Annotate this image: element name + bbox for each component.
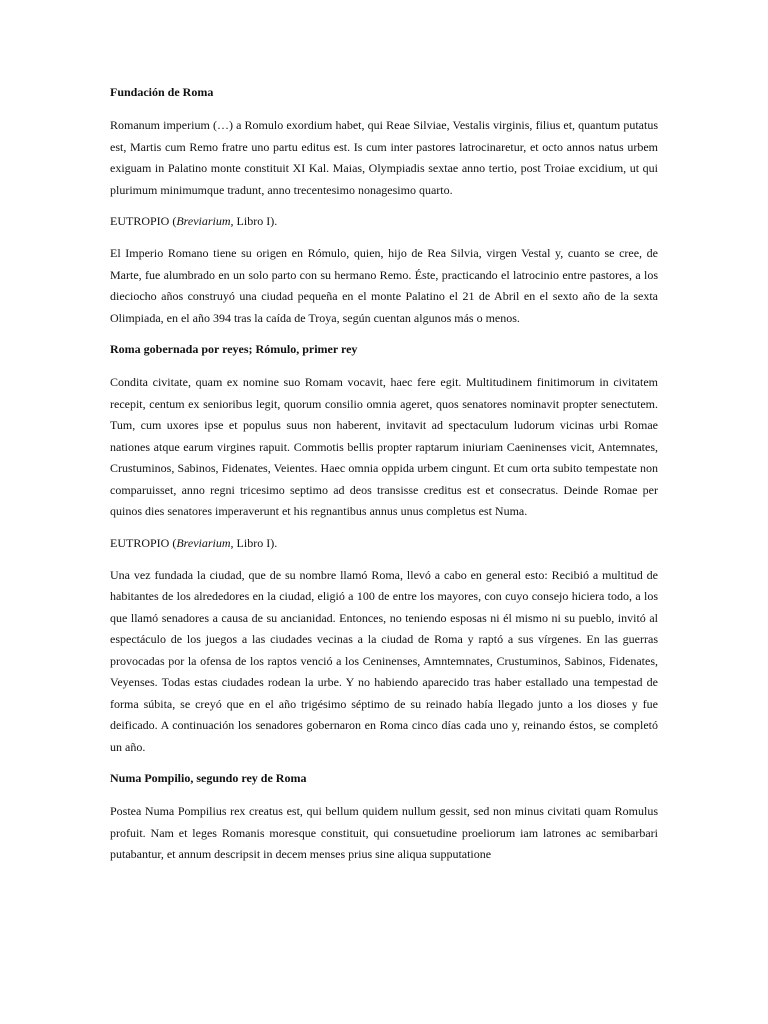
citation-author: EUTROPIO ( bbox=[110, 535, 177, 550]
document-page bbox=[110, 82, 658, 866]
citation-author: EUTROPIO ( bbox=[110, 214, 177, 228]
latin-text-romulo: Condita civitate, quam ex nomine suo Romam vocavit, haec fere egit. Multitudinem finitimorum in civitatem recepit, centum ex senioribus legit, quorum consilio omnia ageret, quos senatores nominavit propter senectutem. Tum, cum uxores ipse et populus suus non haberent, invitavit ad spectaculum ludorum vicinas urbi Romae nationes atque earum virgines rapuit. Commotis bellis propter raptarum iniuriam Caeninenses vicit, Antemnates, Crustuminos, Sabinos, Fidenates, Veientes. Haec omnia oppida urbem cingunt. Et cum orta subito tempestate non comparuisset, anno regni tricesimo septimo ad deos transisse creditus est et consecratus. Deinde Romae per quinos dies senatores imperaverunt et his regnantibus annus unus completus est Numa. bbox=[110, 375, 658, 518]
citation-book: Libro I). bbox=[233, 535, 278, 550]
section-title-romulo: Roma gobernada por reyes; Rómulo, primer rey bbox=[110, 342, 358, 356]
section-title-fundacion: Fundación de Roma bbox=[110, 85, 214, 99]
latin-text-numa: Postea Numa Pompilius rex creatus est, qui bellum quidem nullum gessit, sed non minus civitati quam Romulus profuit. Nam et leges Romanis moresque constituit, qui consuetudine proeliorum iam latrones ac semibarbari putabantur, et annum descripsit in decem menses prius sine aliqua supputatione bbox=[110, 804, 658, 861]
section-title-numa: Numa Pompilio, segundo rey de Roma bbox=[110, 771, 307, 785]
latin-text-fundacion: Romanum imperium (…) a Romulo exordium habet, qui Reae Silviae, Vestalis virginis, filius et, quantum putatus est, Martis cum Remo fratre uno partu editus est. Is cum inter pastores latrocinaretur, et octo annos natus urbem exiguam in Palatino monte constituit XI Kal. Maias, Olympiadis sextae anno tertio, post Troiae excidium, ut qui plurimum minimumque tradunt, anno trecentesimo nonagesimo quarto. bbox=[110, 118, 658, 197]
citation-book: Libro I). bbox=[233, 214, 278, 228]
citation-work: Breviarium, bbox=[176, 535, 234, 550]
citation-romulo bbox=[110, 533, 658, 554]
citation-fundacion bbox=[110, 211, 658, 232]
spanish-text-romulo: Una vez fundada la ciudad, que de su nombre llamó Roma, llevó a cabo en general esto: Recibió a multitud de habitantes de los alrededores en la ciudad, eligió a 100 de entre los mayores, con cuyo consejo hiciera todo, a los que llamó senadores a causa de su ancianidad. Entonces, no teniendo esposas ni él mismo ni su pueblo, invitó al espectáculo de los juegos a las ciudades vecinas a la ciudad de Roma y raptó a sus vírgenes. En las guerras provocadas por la ofensa de los raptos venció a los Ceninenses, Amntemnates, Crustuminos, Sabinos, Fidenates, Veyenses. Todas estas ciudades rodean la urbe. Y no habiendo aparecido tras haber estallado una tempestad de forma súbita, se creyó que en el año trigésimo séptimo de su reinado había llegado junto a los dioses y fue deificado. A continuación los senadores gobernaron en Roma cinco días cada uno y, reinando éstos, se completó un año. bbox=[110, 567, 658, 754]
citation-work: Breviarium, bbox=[176, 214, 234, 228]
spanish-text-fundacion: El Imperio Romano tiene su origen en Rómulo, quien, hijo de Rea Silvia, virgen Vestal y, cuanto se cree, de Marte, fue alumbrado en un solo parto con su hermano Remo. Éste, practicando el latrocinio entre pastores, a los dieciocho años construyó una ciudad pequeña en el monte Palatino el 21 de Abril en el sexto año de la sexta Olimpiada, en el año 394 tras la caída de Troya, según cuentan algunos más o menos. bbox=[110, 246, 658, 325]
